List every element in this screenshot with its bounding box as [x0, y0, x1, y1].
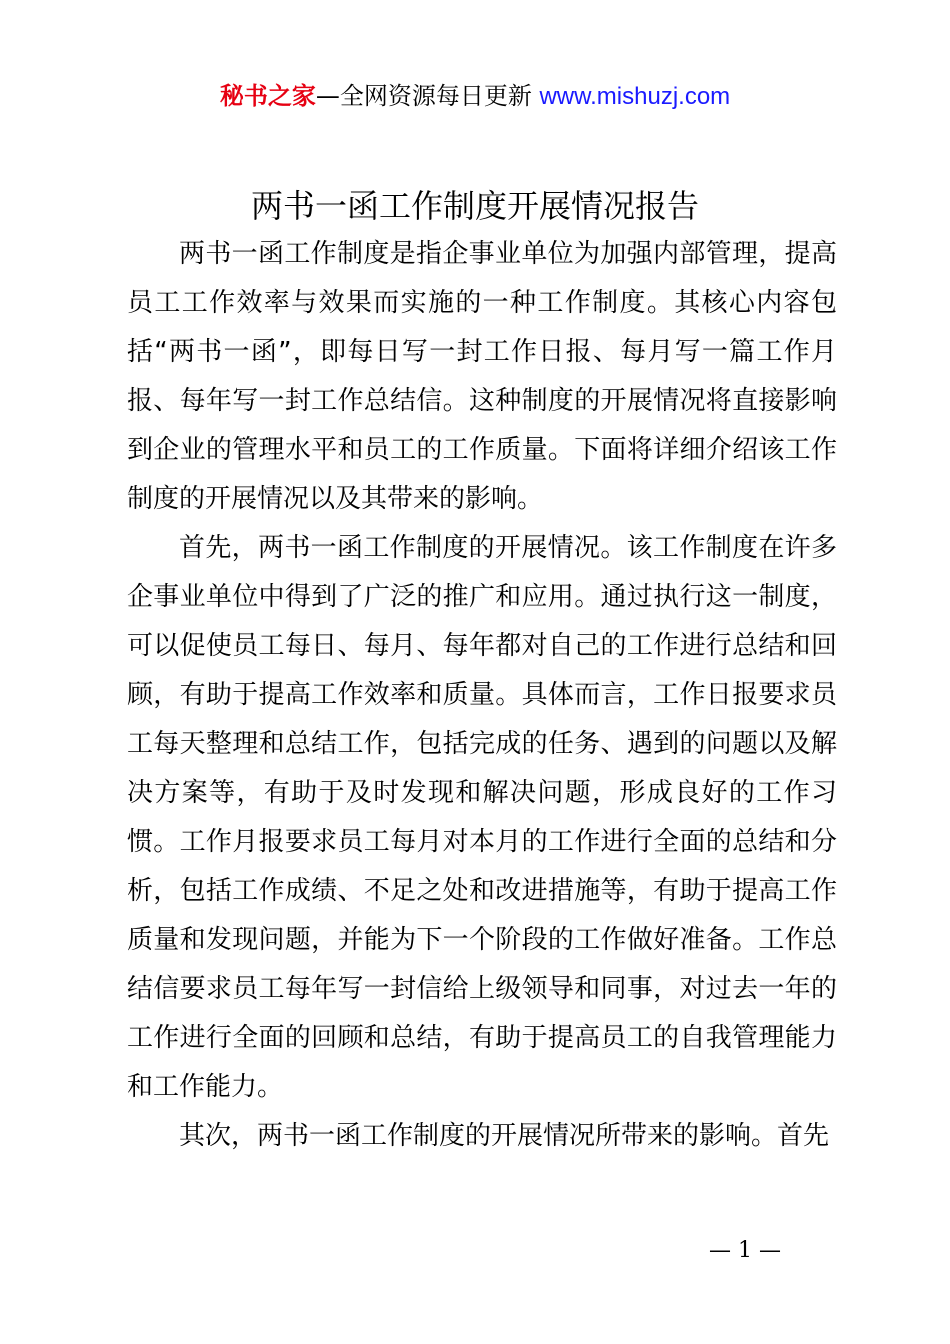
paragraph-second: 其次，两书一函工作制度的开展情况所带来的影响。首先 — [179, 1121, 830, 1151]
site-url-link[interactable]: www.mishuzj.com — [539, 83, 731, 110]
document-body — [127, 230, 837, 1161]
document-title: 两书一函工作制度开展情况报告 — [250, 187, 699, 225]
paragraph-intro: 两书一函工作制度是指企事业单位为加强内部管理，提高员工工作效率与效果而实施的一种工作制度。其核心内容包括“两书一函”，即每日写一封工作日报、每月写一篇工作月报、每年写一封工作总结信。这种制度的开展情况将直接影响到企业的管理水平和员工的工作质量。下面将详细介绍该工作制度的开展情况以及其带来的影响。 — [127, 239, 837, 514]
paragraph-first: 首先，两书一函工作制度的开展情况。该工作制度在许多企事业单位中得到了广泛的推广和应用。通过执行这一制度，可以促使员工每日、每月、每年都对自己的工作进行总结和回顾，有助于提高工作效率和质量。具体而言，工作日报要求员工每天整理和总结工作，包括完成的任务、遇到的问题以及解决方案等，有助于及时发现和解决问题，形成良好的工作习惯。工作月报要求员工每月对本月的工作进行全面的总结和分析，包括工作成绩、不足之处和改进措施等，有助于提高工作质量和发现问题，并能为下一个阶段的工作做好准备。工作总结信要求员工每年写一封信给上级领导和同事，对过去一年的工作进行全面的回顾和总结，有助于提高员工的自我管理能力和工作能力。 — [127, 533, 837, 1102]
page-number: — 1 — — [709, 1238, 781, 1263]
site-tagline: —全网资源每日更新 — [315, 82, 540, 110]
site-brand: 秘书之家 — [219, 82, 316, 110]
site-header — [0, 80, 950, 113]
